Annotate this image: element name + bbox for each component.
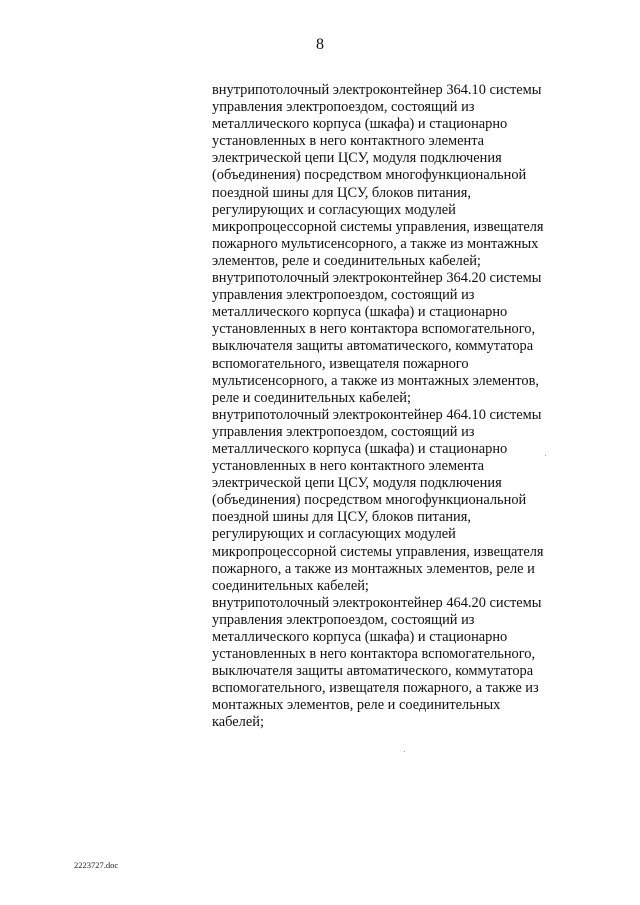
text-line: поездной шины для ЦСУ, блоков питания, (212, 184, 471, 201)
text-line: установленных в него контактного элемента (212, 458, 485, 475)
text-line: вспомогательного, извещателя пожарного (212, 355, 469, 372)
text-line: вспомогательного, извещателя пожарного, а также из (212, 680, 539, 697)
text-line: управления электропоездом, состоящий из (212, 423, 475, 440)
text-line: металлического корпуса (шкафа) и стационарно (212, 116, 508, 133)
text-line: поездной шины для ЦСУ, блоков питания, (212, 509, 471, 526)
text-line: электрической цепи ЦСУ, модуля подключения (212, 475, 502, 492)
text-line: мультисенсорного, а также из монтажных элементов, (212, 372, 539, 389)
text-line: микропроцессорной системы управления, извещателя (212, 543, 544, 560)
text-line: управления электропоездом, состоящий из (212, 99, 475, 116)
text-line: микропроцессорной системы управления, извещателя (212, 218, 544, 235)
text-line: реле и соединительных кабелей; (212, 389, 411, 406)
text-line: (объединения) посредством многофункциональной (212, 167, 527, 184)
text-line: пожарного, а также из монтажных элементов, реле и (212, 560, 535, 577)
text-line: электрической цепи ЦСУ, модуля подключения (212, 150, 502, 167)
text-line: кабелей; (212, 714, 264, 731)
text-line: металлического корпуса (шкафа) и стационарно (212, 440, 508, 457)
text-line: внутрипотолочный электроконтейнер 464.20 системы (212, 594, 542, 611)
text-line: установленных в него контактора вспомогательного, (212, 646, 536, 663)
text-line: регулирующих и согласующих модулей (212, 201, 456, 218)
scan-speck (404, 751, 405, 752)
text-line: выключателя защиты автоматического, коммутатора (212, 663, 534, 680)
text-line: элементов, реле и соединительных кабелей; (212, 252, 481, 269)
document-filename: 2223727.doc (74, 860, 119, 870)
text-line: управления электропоездом, состоящий из (212, 287, 475, 304)
text-line: внутрипотолочный электроконтейнер 364.10 системы (212, 82, 542, 98)
text-line: установленных в него контактора вспомогательного, (212, 321, 536, 338)
text-line: регулирующих и согласующих модулей (212, 526, 456, 543)
body-text (212, 82, 612, 732)
text-line: внутрипотолочный электроконтейнер 464.10 системы (212, 406, 542, 423)
text-line: управления электропоездом, состоящий из (212, 611, 475, 628)
text-line: соединительных кабелей; (212, 577, 369, 594)
text-line: внутрипотолочный электроконтейнер 364.20 системы (212, 270, 542, 287)
text-line: металлического корпуса (шкафа) и стационарно (212, 304, 508, 321)
scan-speck (545, 455, 546, 456)
text-line: установленных в него контактного элемента (212, 133, 485, 150)
text-line: выключателя защиты автоматического, коммутатора (212, 338, 534, 355)
text-line: пожарного мультисенсорного, а также из монтажных (212, 235, 539, 252)
page-number: 8 (316, 36, 324, 53)
text-line: монтажных элементов, реле и соединительных (212, 697, 501, 714)
text-line: (объединения) посредством многофункциональной (212, 492, 527, 509)
text-line: металлического корпуса (шкафа) и стационарно (212, 629, 508, 645)
